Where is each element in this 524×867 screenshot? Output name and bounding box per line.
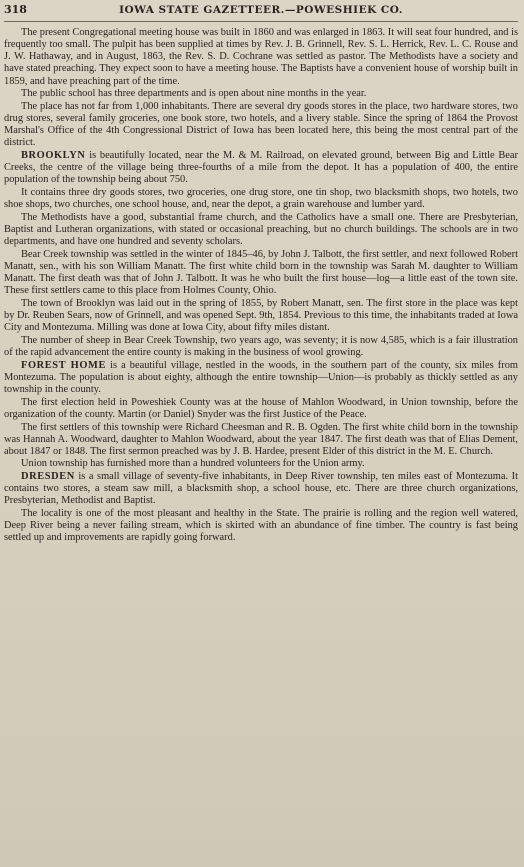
page-header (4, 3, 518, 22)
paragraph-text: is a beautiful village, nestled in the woods, in the southern part of the county, six miles from Montezuma. The population is about eighty, although the entire township—Union—is probably as thickly settled as any township in the county. (4, 359, 518, 396)
paragraph-text: The public school has three departments and is open about nine months in the year. (21, 88, 367, 100)
page-number: 318 (4, 3, 27, 16)
paragraph (4, 360, 518, 396)
paragraph-text: The locality is one of the most pleasant and healthy in the State. The prairie is rolling and the region well watered, Deep River being a never failing stream, which is skirted with an abundance of fine timber. The country is fast being settled up and improvements are rapidly going forward. (4, 508, 518, 544)
paragraph (4, 471, 518, 507)
paragraph-text: The present Congregational meeting house was built in 1860 and was enlarged in 1863. It will seat four hundred, and is frequently too small. The pulpit has been supplied at times by Rev. J. B. Grinnell, Rev. S. L. Herrick, Rev. L. C. Rouse and J. W. Hathaway, and in August, 1863, the Rev. S. D. Cochrane was settled as pastor. The Methodists have a society and have stated preaching. They expect soon to have a meeting house. The Baptists have a convenient house of worship built in 1859, and have preaching part of the time. (4, 27, 518, 87)
paragraph (4, 508, 518, 544)
paragraph (4, 249, 518, 298)
paragraph-text: The town of Brooklyn was laid out in the spring of 1855, by Robert Manatt, sen. The first store in the place was kept by Dr. Reuben Sears, now of Grinnell, and was opened Sept. 9th, 1854. Previous to this time, the inhabitants traded at Iowa City and Montezuma. Milling was done at Iowa City, about fifty miles distant. (4, 297, 518, 334)
paragraph (4, 298, 518, 334)
paragraph-text: is beautifully located, near the M. & M. Railroad, on elevated ground, between Big and Little Bear Creeks, the centre of the village being three-fourths of a mile from the depot. It has a population of 400, the entire population of the township being about 750. (4, 150, 518, 186)
paragraph-text: It contains three dry goods stores, two groceries, one drug store, one tin shop, two blacksmith shops, two hotels, two shoe shops, two churches, one school house, and, near the depot, a grain warehouse and lumber yard. (4, 187, 518, 211)
paragraph-text: The number of sheep in Bear Creek Township, two years ago, was seventy; it is now 4,585, which is a fair illustration of the rapid advancement the entire county is making in the business of wool growing. (4, 334, 518, 359)
section-lead-word: DRESDEN (21, 471, 75, 483)
paragraph (4, 335, 518, 359)
paragraph-text: is a small village of seventy-five inhabitants, in Deep River township, ten miles east of Montezuma. It contains two stores, a steam saw mill, a blacksmith shop, a school house, etc. There are three church organizations, Presbyterian, Methodist and Baptist. (4, 471, 518, 507)
paragraph-text: The first settlers of this township were Richard Cheesman and R. B. Ogden. The first white child born in the township was Hannah A. Woodward, daughter to Mahlon Woodward, about the year 1847. The first death was that of Elias Dement, about 1847 or 1848. The first sermon preached was by J. B. Hardee, present Elder of this district in the M. E. Church. (4, 421, 518, 457)
paragraph (4, 88, 518, 100)
paragraph (4, 422, 518, 458)
body-text (4, 27, 518, 545)
paragraph (4, 458, 518, 470)
paragraph (4, 150, 518, 186)
paragraph (4, 101, 518, 150)
running-title: IOWA STATE GAZETTEER.—POWESHIEK CO. (119, 4, 403, 16)
paragraph-text: The first election held in Poweshiek County was at the house of Mahlon Woodward, in Union township, before the organization of the county. Martin (or Daniel) Snyder was the first Justice of the Peace. (4, 396, 518, 420)
paragraph-text: Bear Creek township was settled in the winter of 1845–46, by John J. Talbott, the first settler, and next followed Robert Manatt, sen., with his son William Manatt. The first white child born in the township was Sarah M. daughter to William Manatt. The first death was that of John J. Talbott. It was he who built the first house—log—a little east of the town site. These first settlers came to this place from Holmes County, Ohio. (4, 248, 518, 297)
paragraph (4, 27, 518, 88)
paragraph-text: Union township has furnished more than a hundred volunteers for the Union army. (21, 458, 365, 470)
section-lead-word: FOREST HOME (21, 359, 106, 371)
paragraph-text: The place has not far from 1,000 inhabitants. There are several dry goods stores in the place, two hardware stores, two drug stores, several family groceries, one book store, two hotels, and a livery stable. Since the spring of 1864 the Provost Marshal's Office of the 4th Congressional District of Iowa has been located here, this being the most central part of the district. (4, 100, 518, 149)
section-lead-word: BROOKLYN (21, 150, 86, 162)
paragraph (4, 187, 518, 211)
paragraph (4, 397, 518, 421)
paragraph-text: The Methodists have a good, substantial frame church, and the Catholics have a small one. There are Presbyterian, Baptist and Lutheran organizations, with stated or occasional preaching, but no church buildings. The schools are in two departments, and have one hundred and seventy scholars. (4, 211, 518, 248)
paragraph (4, 212, 518, 248)
